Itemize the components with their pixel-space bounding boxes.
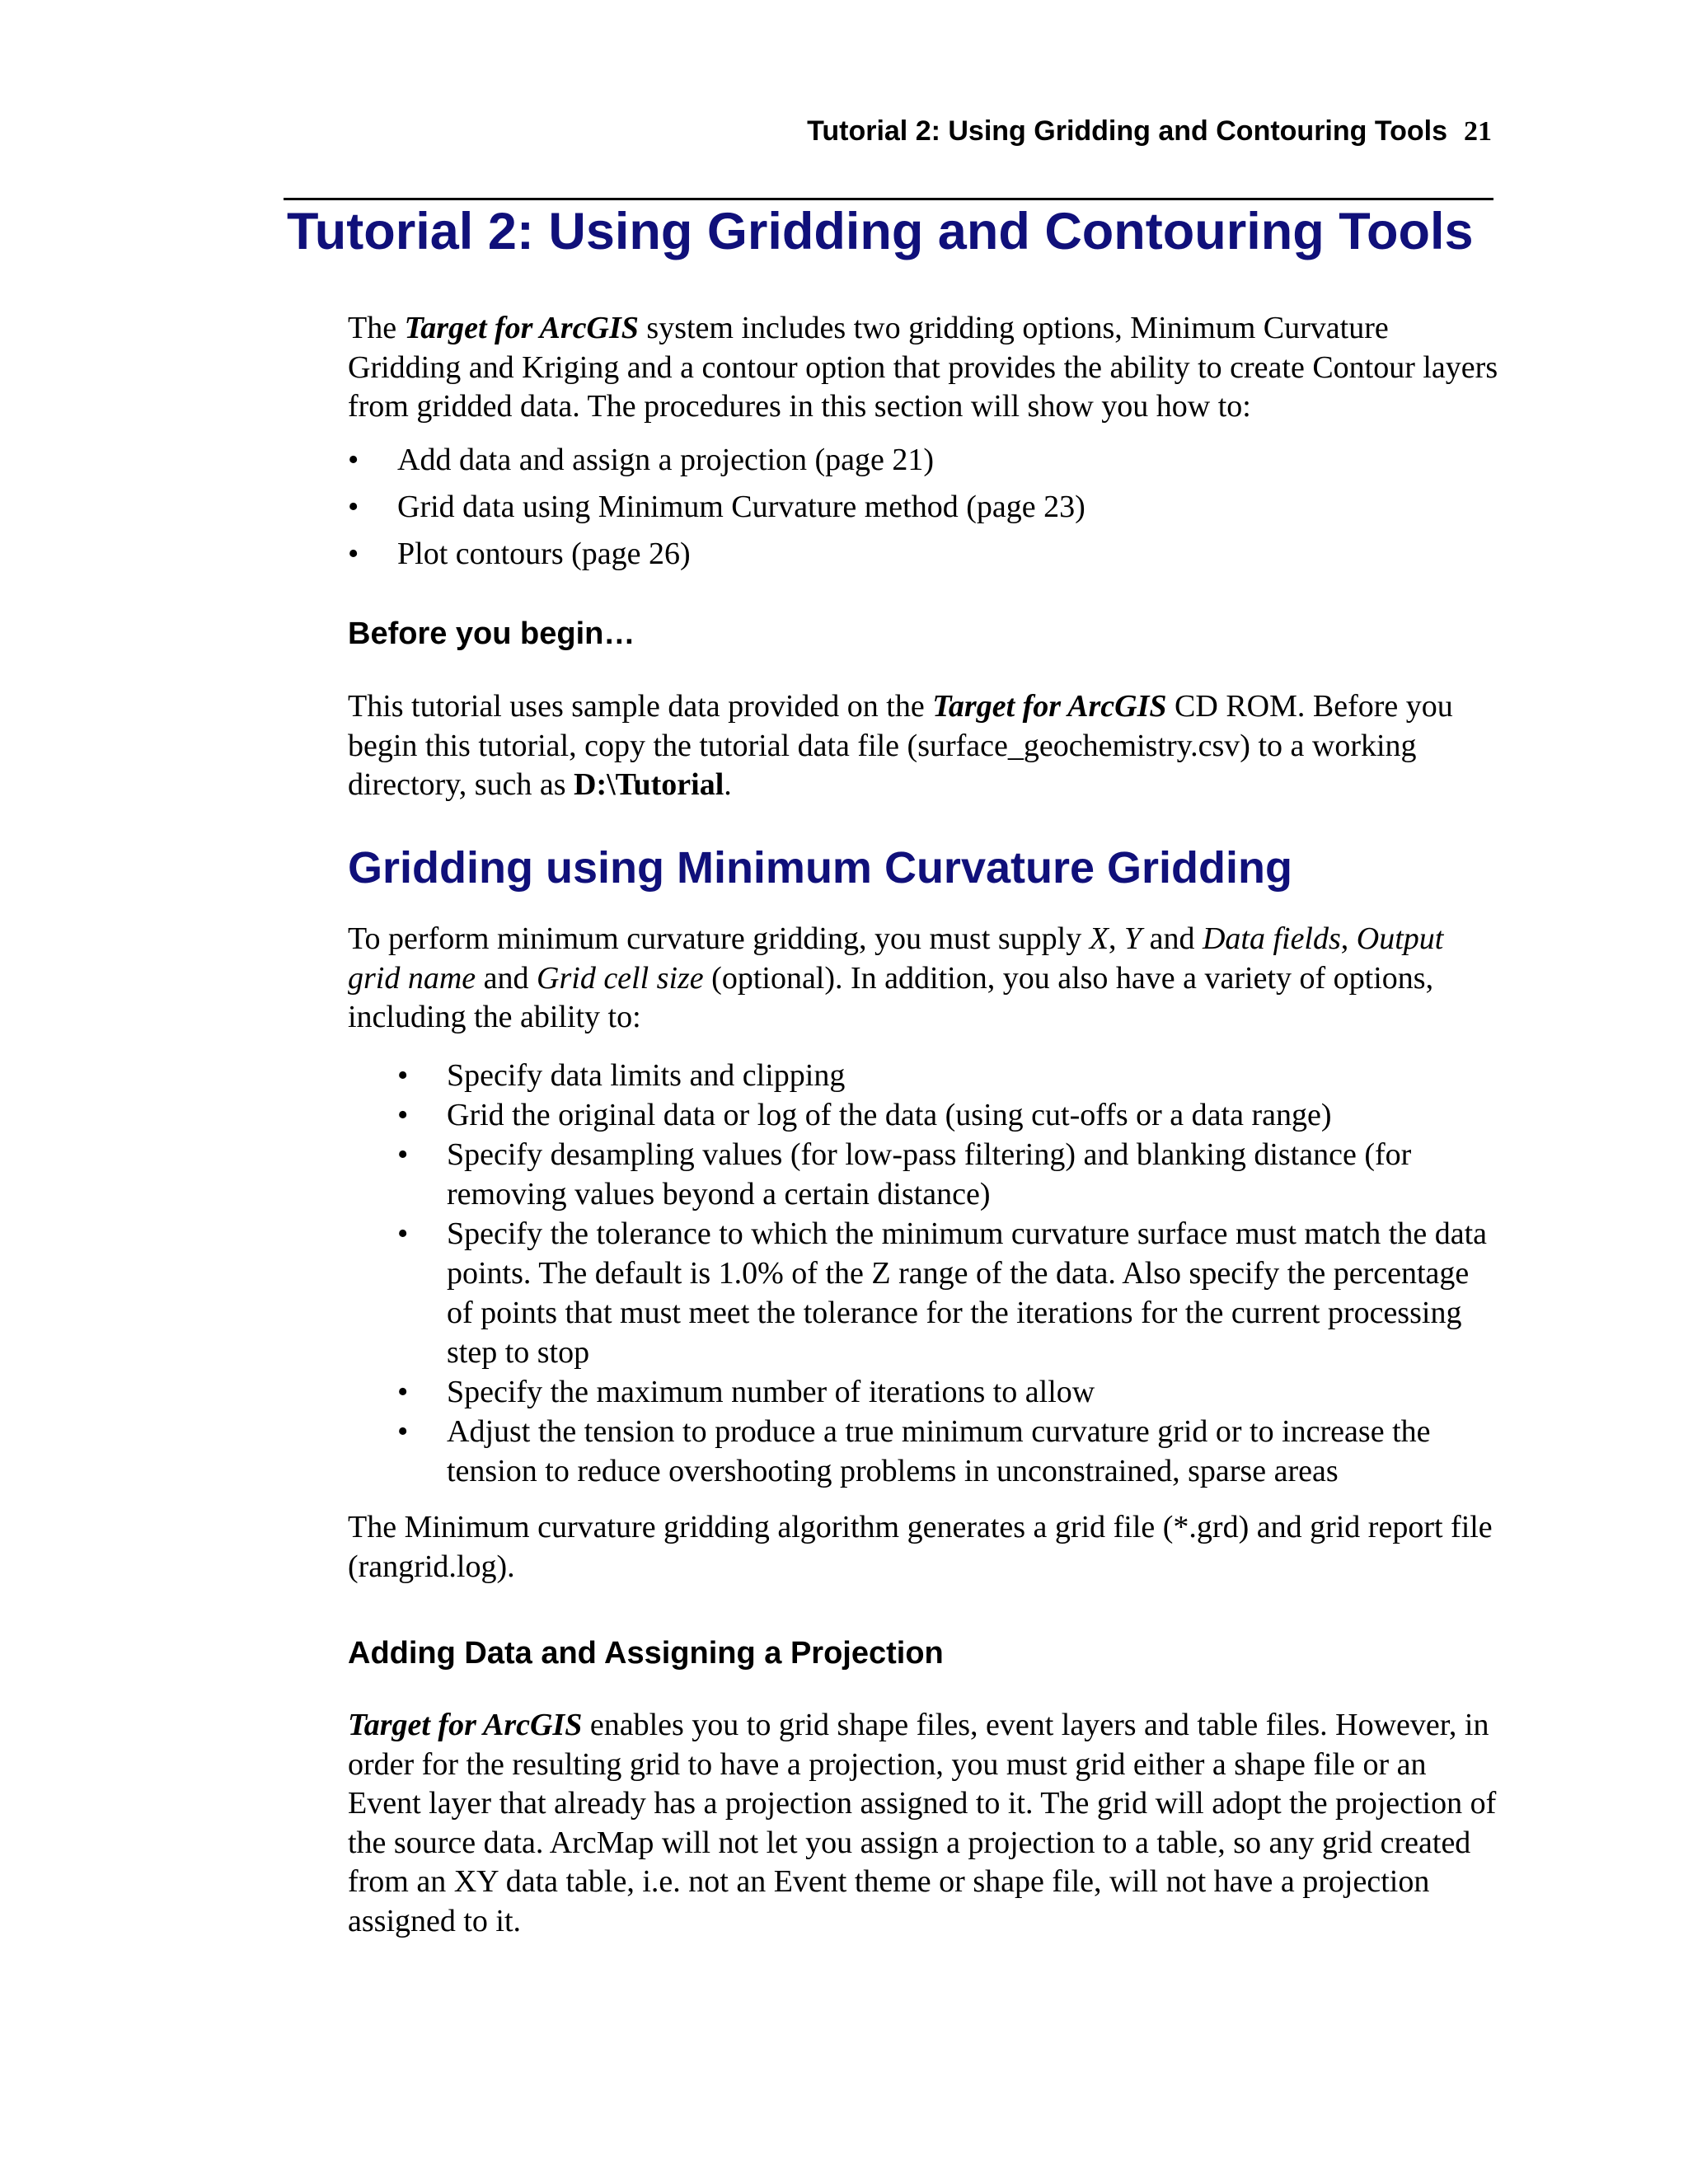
bullet-icon: • xyxy=(397,1058,409,1093)
list-item xyxy=(397,1412,1502,1491)
list-item-text: Specify the maximum number of iterations to allow xyxy=(447,1375,1095,1409)
running-header xyxy=(807,115,1492,148)
page-title: Tutorial 2: Using Gridding and Contouring Tools xyxy=(287,203,1474,260)
section-text-sep: , xyxy=(1108,921,1124,956)
intro-paragraph xyxy=(348,309,1502,427)
data-fields-term: Data fields xyxy=(1202,921,1341,956)
bullet-icon: • xyxy=(348,537,359,571)
before-text-c: . xyxy=(724,767,732,802)
section-text-sep: and xyxy=(476,960,537,996)
adding-text: enables you to grid shape files, event layers and table files. However, in order for the resulting grid to have a projection, you must grid either a shape file or an Event layer that already has a projection assigned to it. The grid will adopt the projection of the source data. ArcMap will not let you assign a projection to a table, so any grid created from an XY data table, i.e. not an Event theme or shape file, will not have a projection assigned to it. xyxy=(348,1708,1497,1938)
bullet-icon: • xyxy=(348,443,359,477)
bullet-icon: • xyxy=(397,1137,409,1172)
bullet-icon: • xyxy=(397,1414,409,1449)
before-text-b: CD ROM. Before you begin this tutorial, copy the tutorial data file (surface_geochemistry.csv) to a working directory, such as xyxy=(348,689,1453,802)
before-text-a: This tutorial uses sample data provided on the xyxy=(348,689,933,724)
bullet-icon: • xyxy=(397,1216,409,1251)
list-item-text: Specify the tolerance to which the minimum curvature surface must match the data points. The default is 1.0% of the Z range of the data. Also specify the percentage of points that must meet the tolerance for the iterations for the current processing step to stop xyxy=(447,1216,1487,1370)
before-begin-heading: Before you begin… xyxy=(348,616,635,651)
running-header-title: Tutorial 2: Using Gridding and Contouring Tools xyxy=(807,115,1447,147)
list-item-text: Specify desampling values (for low-pass filtering) and blanking distance (for removing values beyond a certain distance) xyxy=(447,1137,1412,1212)
before-begin-paragraph xyxy=(348,687,1502,805)
algorithm-paragraph: The Minimum curvature gridding algorithm generates a grid file (*.grd) and grid report file (rangrid.log). xyxy=(348,1510,1493,1584)
x-term: X xyxy=(1089,921,1109,956)
product-name: Target for ArcGIS xyxy=(932,689,1167,724)
title-rule xyxy=(284,198,1493,200)
list-item xyxy=(348,531,1502,578)
list-item-text: Specify data limits and clipping xyxy=(447,1058,846,1093)
list-item-text: Add data and assign a projection (page 21) xyxy=(397,443,935,477)
list-item-text: Grid the original data or log of the data (using cut-offs or a data range) xyxy=(447,1098,1332,1132)
options-bullet-list xyxy=(397,1056,1502,1491)
tutorial-path: D:\Tutorial xyxy=(574,767,724,802)
section-paragraph xyxy=(348,920,1502,1038)
y-term: Y xyxy=(1123,921,1142,956)
section-text-a: To perform minimum curvature gridding, you must supply xyxy=(348,921,1090,956)
section-heading: Gridding using Minimum Curvature Gridding xyxy=(348,843,1292,893)
product-name: Target for ArcGIS xyxy=(348,1708,583,1742)
section-text-sep: and xyxy=(1142,921,1203,956)
list-item-text: Adjust the tension to produce a true minimum curvature grid or to increase the tension to reduce overshooting problems in unconstrained, sparse areas xyxy=(447,1414,1431,1488)
list-item xyxy=(397,1135,1502,1214)
section-text-sep: , xyxy=(1340,921,1357,956)
product-name: Target for ArcGIS xyxy=(404,311,639,345)
list-item xyxy=(397,1214,1502,1372)
bullet-icon: • xyxy=(397,1375,409,1409)
adding-data-paragraph xyxy=(348,1706,1502,1941)
output-grid-term: Output grid name xyxy=(348,921,1444,996)
list-item xyxy=(348,484,1502,531)
list-item-text: Grid data using Minimum Curvature method (page 23) xyxy=(397,490,1085,524)
list-item xyxy=(397,1095,1502,1135)
bullet-icon: • xyxy=(348,490,359,524)
grid-cell-size-term: Grid cell size xyxy=(537,960,704,996)
adding-data-heading: Adding Data and Assigning a Projection xyxy=(348,1636,944,1671)
bullet-icon: • xyxy=(397,1098,409,1132)
intro-bullet-list xyxy=(348,437,1502,578)
intro-text-b: system includes two gridding options, Minimum Curvature Gridding and Kriging and a contour option that provides the ability to create Contour layers from gridded data. The procedures in this section will show you how to: xyxy=(348,311,1498,424)
list-item xyxy=(348,437,1502,484)
section-text-b: (optional). In addition, you also have a variety of options, including the ability to: xyxy=(348,960,1434,1034)
page-number: 21 xyxy=(1464,116,1492,147)
list-item xyxy=(397,1056,1502,1095)
list-item-text: Plot contours (page 26) xyxy=(397,537,691,571)
intro-text-a: The xyxy=(348,311,405,345)
list-item xyxy=(397,1372,1502,1412)
